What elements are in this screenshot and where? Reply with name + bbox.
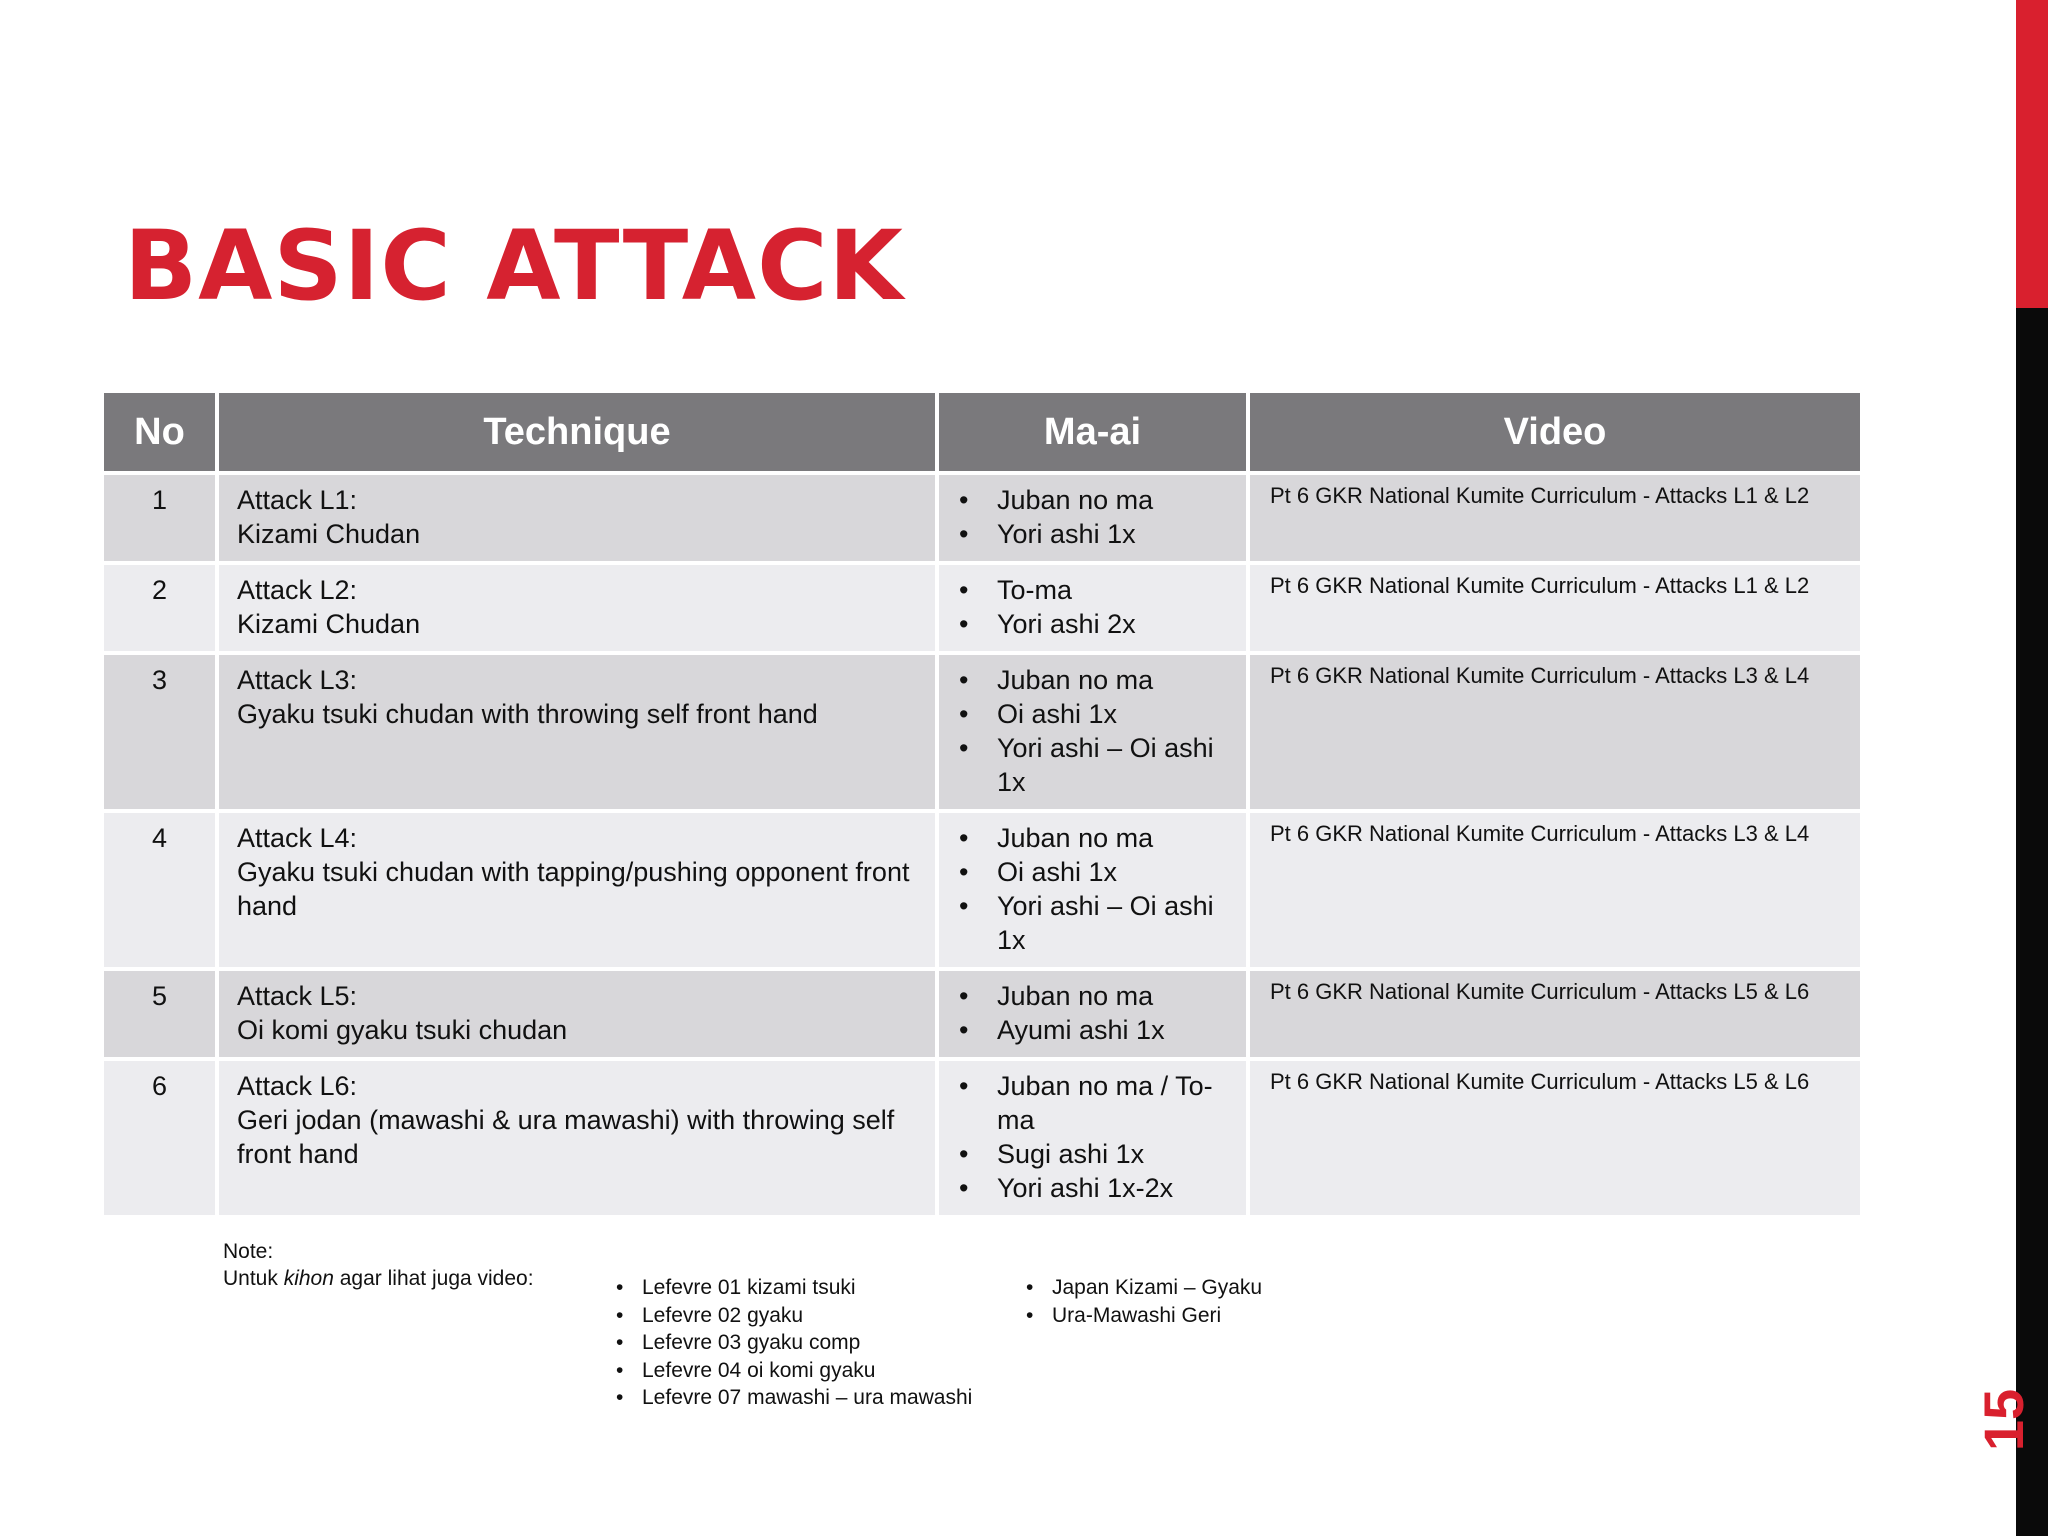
- technique-description: Gyaku tsuki chudan with throwing self front hand: [237, 699, 818, 729]
- maai-item: • Yori ashi 1x: [957, 517, 1228, 551]
- maai-item: • Yori ashi – Oi ashi 1x: [957, 731, 1228, 799]
- header-maai: Ma-ai: [939, 393, 1246, 471]
- reference-video-list-1: [616, 1274, 972, 1412]
- maai-item: • Juban no ma: [957, 979, 1228, 1013]
- maai-item: • Juban no ma: [957, 663, 1228, 697]
- technique-cell: [219, 475, 935, 561]
- row-number: 1: [104, 475, 215, 561]
- note-block: [223, 1238, 534, 1292]
- maai-cell: [939, 971, 1246, 1057]
- reference-video-list-2: [1026, 1274, 1262, 1329]
- maai-item: • Oi ashi 1x: [957, 697, 1228, 731]
- maai-cell: [939, 655, 1246, 809]
- row-number: 4: [104, 813, 215, 967]
- video-cell: Pt 6 GKR National Kumite Curriculum - Attacks L5 & L6: [1250, 1061, 1860, 1215]
- technique-title: Attack L3:: [237, 665, 358, 695]
- technique-description: Kizami Chudan: [237, 609, 421, 639]
- reference-video-item: • Lefevre 07 mawashi – ura mawashi: [616, 1384, 972, 1412]
- maai-item: • Juban no ma: [957, 483, 1228, 517]
- technique-description: Gyaku tsuki chudan with tapping/pushing opponent front hand: [237, 857, 910, 921]
- reference-video-item: • Lefevre 04 oi komi gyaku: [616, 1357, 972, 1385]
- maai-cell: [939, 813, 1246, 967]
- maai-item: • Oi ashi 1x: [957, 855, 1228, 889]
- reference-video-item: • Lefevre 03 gyaku comp: [616, 1329, 972, 1357]
- table-row: [104, 971, 1860, 1057]
- note-emphasis: kihon: [283, 1267, 334, 1290]
- technique-cell: [219, 655, 935, 809]
- maai-cell: [939, 1061, 1246, 1215]
- reference-video-item: • Lefevre 02 gyaku: [616, 1302, 972, 1330]
- table-row: [104, 1061, 1860, 1215]
- edge-accent-bar-red: [2016, 0, 2048, 308]
- row-number: 2: [104, 565, 215, 651]
- table-row: [104, 475, 1860, 561]
- maai-item: • Yori ashi – Oi ashi 1x: [957, 889, 1228, 957]
- maai-item: • Sugi ashi 1x: [957, 1137, 1228, 1171]
- note-prefix: Untuk: [223, 1267, 278, 1290]
- maai-cell: [939, 565, 1246, 651]
- slide-title: BASIC ATTACK: [124, 210, 904, 322]
- technique-description: Kizami Chudan: [237, 519, 421, 549]
- header-no: No: [104, 393, 215, 471]
- table-header-row: [104, 393, 1860, 471]
- table-row: [104, 813, 1860, 967]
- video-cell: Pt 6 GKR National Kumite Curriculum - Attacks L3 & L4: [1250, 813, 1860, 967]
- technique-description: Oi komi gyaku tsuki chudan: [237, 1015, 568, 1045]
- maai-item: • Ayumi ashi 1x: [957, 1013, 1228, 1047]
- note-text: [223, 1265, 534, 1292]
- technique-cell: [219, 565, 935, 651]
- video-cell: Pt 6 GKR National Kumite Curriculum - Attacks L1 & L2: [1250, 475, 1860, 561]
- note-suffix: agar lihat juga video:: [339, 1267, 534, 1290]
- row-number: 6: [104, 1061, 215, 1215]
- technique-description: Geri jodan (mawashi & ura mawashi) with throwing self front hand: [237, 1105, 895, 1169]
- technique-cell: [219, 1061, 935, 1215]
- technique-title: Attack L6:: [237, 1071, 358, 1101]
- video-cell: Pt 6 GKR National Kumite Curriculum - Attacks L3 & L4: [1250, 655, 1860, 809]
- reference-video-item: • Lefevre 01 kizami tsuki: [616, 1274, 972, 1302]
- technique-cell: [219, 813, 935, 967]
- row-number: 5: [104, 971, 215, 1057]
- maai-item: • Yori ashi 1x-2x: [957, 1171, 1228, 1205]
- table-row: [104, 565, 1860, 651]
- maai-item: • Juban no ma: [957, 821, 1228, 855]
- reference-video-item: • Ura-Mawashi Geri: [1026, 1302, 1262, 1330]
- reference-video-item: • Japan Kizami – Gyaku: [1026, 1274, 1262, 1302]
- row-number: 3: [104, 655, 215, 809]
- video-cell: Pt 6 GKR National Kumite Curriculum - Attacks L5 & L6: [1250, 971, 1860, 1057]
- header-technique: Technique: [219, 393, 935, 471]
- maai-item: • To-ma: [957, 573, 1228, 607]
- attack-table-container: [104, 393, 1860, 1215]
- maai-item: • Juban no ma / To-ma: [957, 1069, 1228, 1137]
- maai-cell: [939, 475, 1246, 561]
- table-row: [104, 655, 1860, 809]
- edge-accent-bar-black: [2016, 308, 2048, 1536]
- header-video: Video: [1250, 393, 1860, 471]
- technique-cell: [219, 971, 935, 1057]
- technique-title: Attack L1:: [237, 485, 358, 515]
- page-number: 15: [1972, 1388, 2035, 1452]
- video-cell: Pt 6 GKR National Kumite Curriculum - Attacks L1 & L2: [1250, 565, 1860, 651]
- note-label: Note:: [223, 1240, 274, 1263]
- technique-title: Attack L2:: [237, 575, 358, 605]
- maai-item: • Yori ashi 2x: [957, 607, 1228, 641]
- attack-table: [100, 389, 1864, 1219]
- technique-title: Attack L5:: [237, 981, 358, 1011]
- technique-title: Attack L4:: [237, 823, 358, 853]
